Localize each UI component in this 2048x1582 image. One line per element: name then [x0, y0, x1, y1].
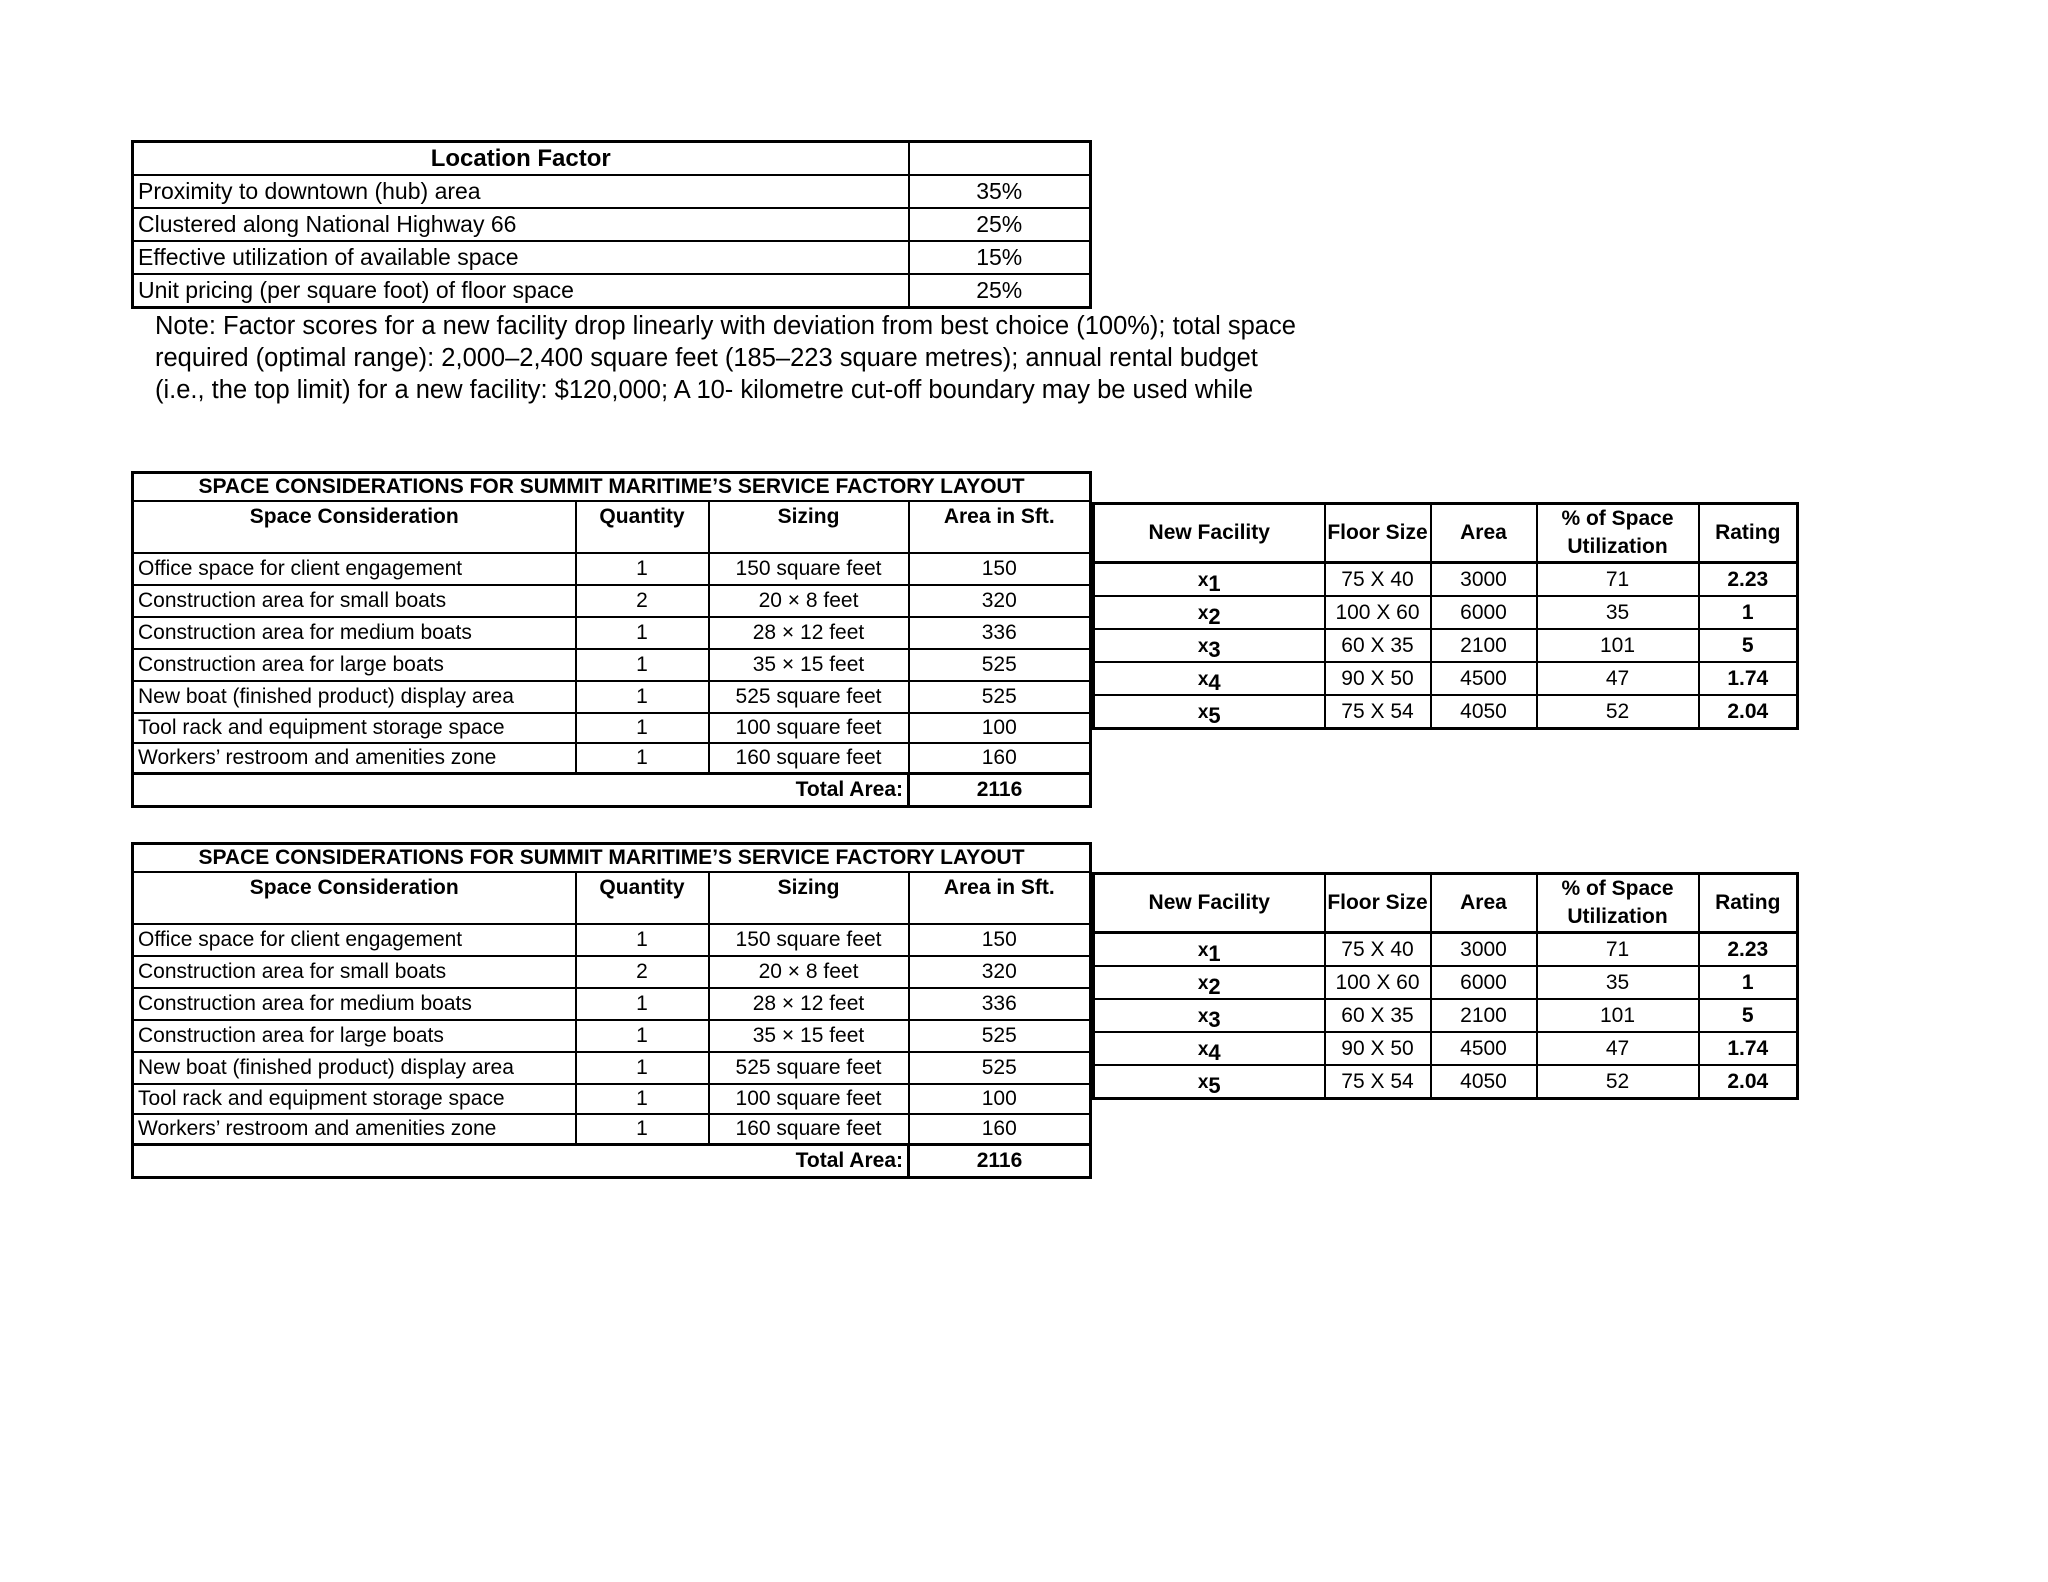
- facility-index: 2: [1208, 973, 1221, 999]
- table-row: [1094, 662, 1798, 695]
- table-row: [133, 1020, 1091, 1052]
- facility-id: [1094, 563, 1325, 597]
- table-row: [1094, 999, 1798, 1032]
- space-utilization: 35: [1537, 596, 1699, 629]
- total-area-label: Total Area:: [133, 774, 909, 807]
- factor-label: Proximity to downtown (hub) area: [133, 175, 909, 208]
- facility-var: x: [1197, 569, 1209, 591]
- column-header: Sizing: [709, 872, 909, 924]
- location-factor-header-value: [909, 142, 1091, 176]
- space-area: 320: [909, 585, 1091, 617]
- total-area-label: Total Area:: [133, 1145, 909, 1178]
- table-row: [133, 1114, 1091, 1145]
- column-header: Sizing: [709, 501, 909, 553]
- space-name: New boat (finished product) display area: [133, 1052, 576, 1084]
- space-quantity: 2: [576, 585, 709, 617]
- factor-label: Effective utilization of available space: [133, 241, 909, 274]
- table-row: [133, 743, 1091, 774]
- table-row: [133, 924, 1091, 956]
- space-name: Tool rack and equipment storage space: [133, 713, 576, 743]
- space-sizing: 35 × 15 feet: [709, 649, 909, 681]
- space-sizing: 20 × 8 feet: [709, 585, 909, 617]
- column-header: % of Space Utilization: [1537, 504, 1699, 563]
- facility-area: 3000: [1431, 563, 1537, 597]
- space-name: New boat (finished product) display area: [133, 681, 576, 713]
- space-area: 150: [909, 924, 1091, 956]
- facility-var: x: [1197, 1005, 1209, 1027]
- facility-id: [1094, 966, 1325, 999]
- space-area: 336: [909, 617, 1091, 649]
- total-row: [133, 1145, 1091, 1178]
- table-row: [1094, 629, 1798, 662]
- column-header: New Facility: [1094, 874, 1325, 933]
- space-area: 525: [909, 1052, 1091, 1084]
- space-area: 525: [909, 1020, 1091, 1052]
- facility-id: [1094, 662, 1325, 695]
- floor-size: 60 X 35: [1325, 999, 1431, 1032]
- facility-area: 4050: [1431, 1065, 1537, 1099]
- facility-rating: 1: [1699, 596, 1798, 629]
- column-header: New Facility: [1094, 504, 1325, 563]
- facility-var: x: [1197, 1038, 1209, 1060]
- column-header: Area: [1431, 504, 1537, 563]
- space-utilization: 71: [1537, 563, 1699, 597]
- space-name: Construction area for large boats: [133, 1020, 576, 1052]
- facility-area: 4500: [1431, 662, 1537, 695]
- space-area: 525: [909, 681, 1091, 713]
- table-row: [133, 956, 1091, 988]
- space-area: 336: [909, 988, 1091, 1020]
- note-text: Note: Factor scores for a new facility drop linearly with deviation from best choice (100%); total space required (optimal range): 2,000–2,400 square feet (185–223 square metres); annual rental budget (i.e., the top limit) for a new facility: $120,000; A 10- kilometre cut-off boundary may be used while: [155, 312, 1296, 404]
- table-row: [133, 1084, 1091, 1114]
- space-quantity: 1: [576, 649, 709, 681]
- space-table-title: SPACE CONSIDERATIONS FOR SUMMIT MARITIME’S SERVICE FACTORY LAYOUT: [133, 844, 1091, 873]
- facility-area: 6000: [1431, 966, 1537, 999]
- space-sizing: 525 square feet: [709, 1052, 909, 1084]
- facility-index: 1: [1208, 940, 1221, 966]
- space-quantity: 1: [576, 924, 709, 956]
- space-quantity: 1: [576, 1114, 709, 1145]
- facility-rating: 1.74: [1699, 1032, 1798, 1065]
- new-facility-table: [1092, 502, 1799, 730]
- space-area: 100: [909, 1084, 1091, 1114]
- table-row: [133, 553, 1091, 585]
- space-sizing: 525 square feet: [709, 681, 909, 713]
- column-header: Quantity: [576, 501, 709, 553]
- factor-weight: 25%: [909, 274, 1091, 308]
- space-sizing: 35 × 15 feet: [709, 1020, 909, 1052]
- space-quantity: 1: [576, 988, 709, 1020]
- space-name: Construction area for small boats: [133, 956, 576, 988]
- facility-id: [1094, 933, 1325, 967]
- space-area: 320: [909, 956, 1091, 988]
- floor-size: 60 X 35: [1325, 629, 1431, 662]
- table-row: [1094, 966, 1798, 999]
- factor-label: Unit pricing (per square foot) of floor space: [133, 274, 909, 308]
- space-name: Construction area for medium boats: [133, 617, 576, 649]
- facility-rating: 1: [1699, 966, 1798, 999]
- facility-id: [1094, 629, 1325, 662]
- space-sizing: 28 × 12 feet: [709, 988, 909, 1020]
- column-header: Rating: [1699, 504, 1798, 563]
- space-utilization: 52: [1537, 695, 1699, 729]
- column-header: Area: [1431, 874, 1537, 933]
- facility-rating: 5: [1699, 629, 1798, 662]
- table-row: [133, 274, 1091, 308]
- facility-rating: 2.04: [1699, 695, 1798, 729]
- space-quantity: 1: [576, 1052, 709, 1084]
- facility-index: 1: [1208, 570, 1221, 596]
- floor-size: 75 X 40: [1325, 933, 1431, 967]
- facility-rating: 2.04: [1699, 1065, 1798, 1099]
- new-facility-table: [1092, 872, 1799, 1100]
- column-header: Floor Size: [1325, 874, 1431, 933]
- space-sizing: 28 × 12 feet: [709, 617, 909, 649]
- space-quantity: 1: [576, 713, 709, 743]
- space-utilization: 101: [1537, 999, 1699, 1032]
- table-row: [1094, 695, 1798, 729]
- space-utilization: 71: [1537, 933, 1699, 967]
- column-header: Space Consideration: [133, 501, 576, 553]
- table-row: [133, 617, 1091, 649]
- space-area: 525: [909, 649, 1091, 681]
- facility-id: [1094, 695, 1325, 729]
- space-sizing: 100 square feet: [709, 1084, 909, 1114]
- space-name: Tool rack and equipment storage space: [133, 1084, 576, 1114]
- floor-size: 90 X 50: [1325, 662, 1431, 695]
- facility-id: [1094, 1065, 1325, 1099]
- table-row: [1094, 596, 1798, 629]
- facility-area: 4050: [1431, 695, 1537, 729]
- space-quantity: 1: [576, 617, 709, 649]
- facility-area: 2100: [1431, 629, 1537, 662]
- space-sizing: 160 square feet: [709, 743, 909, 774]
- space-utilization: 52: [1537, 1065, 1699, 1099]
- facility-var: x: [1197, 972, 1209, 994]
- factor-weight: 35%: [909, 175, 1091, 208]
- space-area: 150: [909, 553, 1091, 585]
- space-sizing: 150 square feet: [709, 553, 909, 585]
- facility-var: x: [1197, 635, 1209, 657]
- facility-var: x: [1197, 1071, 1209, 1093]
- space-sizing: 160 square feet: [709, 1114, 909, 1145]
- facility-rating: 2.23: [1699, 563, 1798, 597]
- facility-area: 2100: [1431, 999, 1537, 1032]
- facility-id: [1094, 999, 1325, 1032]
- floor-size: 100 X 60: [1325, 596, 1431, 629]
- floor-size: 75 X 40: [1325, 563, 1431, 597]
- space-quantity: 2: [576, 956, 709, 988]
- space-utilization: 35: [1537, 966, 1699, 999]
- table-row: [133, 681, 1091, 713]
- facility-index: 4: [1208, 1039, 1221, 1065]
- space-quantity: 1: [576, 1020, 709, 1052]
- space-area: 160: [909, 743, 1091, 774]
- space-name: Workers’ restroom and amenities zone: [133, 1114, 576, 1145]
- floor-size: 75 X 54: [1325, 695, 1431, 729]
- space-quantity: 1: [576, 1084, 709, 1114]
- facility-area: 3000: [1431, 933, 1537, 967]
- table-row: [133, 1052, 1091, 1084]
- table-row: [133, 241, 1091, 274]
- space-name: Construction area for large boats: [133, 649, 576, 681]
- table-row: [1094, 933, 1798, 967]
- column-header: Rating: [1699, 874, 1798, 933]
- table-row: [1094, 563, 1798, 597]
- factor-label: Clustered along National Highway 66: [133, 208, 909, 241]
- facility-id: [1094, 1032, 1325, 1065]
- facility-index: 5: [1208, 702, 1221, 728]
- space-sizing: 150 square feet: [709, 924, 909, 956]
- space-sizing: 20 × 8 feet: [709, 956, 909, 988]
- space-utilization: 47: [1537, 1032, 1699, 1065]
- facility-rating: 2.23: [1699, 933, 1798, 967]
- floor-size: 100 X 60: [1325, 966, 1431, 999]
- column-header: Space Consideration: [133, 872, 576, 924]
- floor-size: 90 X 50: [1325, 1032, 1431, 1065]
- facility-rating: 5: [1699, 999, 1798, 1032]
- space-considerations-table: [131, 471, 1092, 808]
- space-quantity: 1: [576, 681, 709, 713]
- facility-var: x: [1197, 701, 1209, 723]
- location-factor-header-row: [133, 142, 1091, 176]
- facility-index: 2: [1208, 603, 1221, 629]
- table-row: [133, 713, 1091, 743]
- table-row: [133, 649, 1091, 681]
- space-area: 100: [909, 713, 1091, 743]
- floor-size: 75 X 54: [1325, 1065, 1431, 1099]
- column-header: Area in Sft.: [909, 872, 1091, 924]
- space-name: Workers’ restroom and amenities zone: [133, 743, 576, 774]
- space-area: 160: [909, 1114, 1091, 1145]
- space-quantity: 1: [576, 743, 709, 774]
- factor-weight: 25%: [909, 208, 1091, 241]
- facility-var: x: [1197, 602, 1209, 624]
- location-factor-table: [131, 140, 1092, 309]
- table-row: [133, 175, 1091, 208]
- facility-index: 3: [1208, 636, 1221, 662]
- facility-index: 4: [1208, 669, 1221, 695]
- facility-area: 4500: [1431, 1032, 1537, 1065]
- table-row: [133, 208, 1091, 241]
- column-header: % of Space Utilization: [1537, 874, 1699, 933]
- space-name: Construction area for small boats: [133, 585, 576, 617]
- total-row: [133, 774, 1091, 807]
- space-name: Construction area for medium boats: [133, 988, 576, 1020]
- facility-var: x: [1197, 939, 1209, 961]
- table-row: [133, 585, 1091, 617]
- location-factor-header: Location Factor: [133, 142, 909, 176]
- space-sizing: 100 square feet: [709, 713, 909, 743]
- table-row: [133, 988, 1091, 1020]
- space-utilization: 101: [1537, 629, 1699, 662]
- space-table-title: SPACE CONSIDERATIONS FOR SUMMIT MARITIME’S SERVICE FACTORY LAYOUT: [133, 473, 1091, 502]
- facility-index: 5: [1208, 1072, 1221, 1098]
- facility-index: 3: [1208, 1006, 1221, 1032]
- table-row: [1094, 1032, 1798, 1065]
- column-header: Quantity: [576, 872, 709, 924]
- space-utilization: 47: [1537, 662, 1699, 695]
- table-row: [1094, 1065, 1798, 1099]
- space-quantity: 1: [576, 553, 709, 585]
- column-header: Floor Size: [1325, 504, 1431, 563]
- column-header: Area in Sft.: [909, 501, 1091, 553]
- total-area-value: 2116: [909, 774, 1091, 807]
- total-area-value: 2116: [909, 1145, 1091, 1178]
- factor-weight: 15%: [909, 241, 1091, 274]
- facility-var: x: [1197, 668, 1209, 690]
- space-considerations-table: [131, 842, 1092, 1179]
- facility-area: 6000: [1431, 596, 1537, 629]
- facility-id: [1094, 596, 1325, 629]
- space-name: Office space for client engagement: [133, 924, 576, 956]
- facility-rating: 1.74: [1699, 662, 1798, 695]
- space-name: Office space for client engagement: [133, 553, 576, 585]
